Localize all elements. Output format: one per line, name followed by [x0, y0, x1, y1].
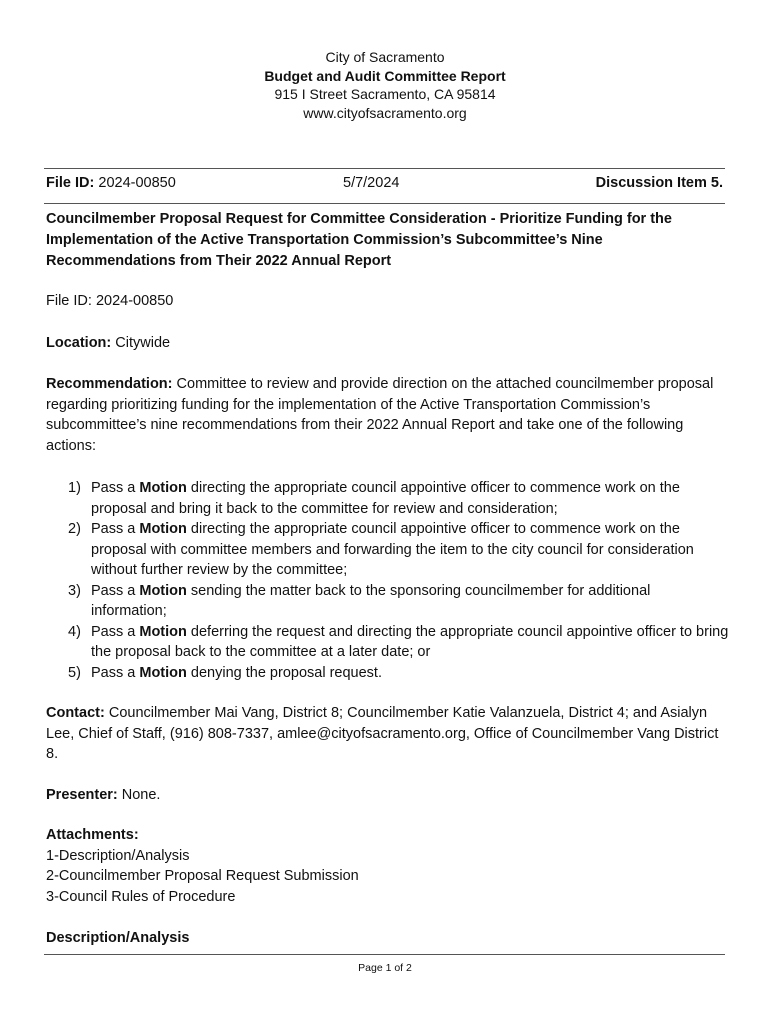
motion-keyword: Motion [139, 582, 187, 599]
city-website: www.cityofsacramento.org [303, 104, 467, 121]
file-id [46, 175, 176, 191]
motion-keyword: Motion [139, 521, 187, 537]
attachment-item: 2-Councilmember Proposal Request Submission [46, 868, 359, 884]
presenter [46, 785, 730, 806]
location-label: Location: [46, 335, 112, 351]
action-prefix: Pass a [91, 480, 136, 496]
report-title: Budget and Audit Committee Report [264, 67, 506, 84]
motion-keyword: Motion [139, 480, 187, 496]
contact [46, 703, 730, 765]
attachment-item: 1-Description/Analysis [46, 847, 190, 864]
action-item [46, 478, 730, 519]
city-address: 915 I Street Sacramento, CA 95814 [274, 86, 496, 102]
action-item [46, 663, 730, 684]
action-text: directing the appropriate council appointive officer to commence work on the proposal and bring it back to the committee for review and consideration; [91, 480, 680, 517]
location [46, 333, 730, 354]
action-prefix: Pass a [91, 582, 136, 599]
file-id-value: 2024-00850 [98, 175, 176, 191]
contact-text: Councilmember Mai Vang, District 8; Councilmember Katie Valanzuela, District 4; and Asialyn Lee, Chief of Staff, (916) 808-7337, amlee@cityofsacramento.org, Office of Councilmember Vang District 8. [46, 705, 719, 762]
report-date: 5/7/2024 [343, 175, 400, 191]
action-number: 5) [68, 664, 81, 681]
file-id-line: File ID: 2024-00850 [46, 293, 174, 309]
discussion-item: Discussion Item 5. [595, 175, 723, 191]
file-info-row [46, 175, 723, 195]
action-number: 2) [68, 521, 81, 537]
action-text: directing the appropriate council appointive officer to commence work on the proposal with committee members and forwarding the item to the city council for consideration without further review by the committee; [91, 521, 694, 578]
attachment-item: 3-Council Rules of Procedure [46, 888, 236, 905]
action-prefix: Pass a [91, 521, 136, 537]
footer-divider [44, 954, 725, 955]
action-text: sending the matter back to the sponsoring councilmember for additional information; [91, 582, 651, 619]
action-text: denying the proposal request. [190, 664, 382, 681]
action-item [46, 581, 730, 622]
page-number: Page 1 of 2 [358, 962, 412, 974]
action-item [46, 519, 730, 581]
recommendation-label: Recommendation: [46, 376, 173, 392]
presenter-value: None. [121, 787, 161, 803]
action-number: 4) [68, 623, 81, 640]
action-prefix: Pass a [91, 664, 136, 681]
file-row-divider [44, 203, 725, 204]
report-header [0, 48, 770, 122]
action-prefix: Pass a [91, 623, 136, 640]
attachments [46, 825, 730, 907]
action-item [46, 622, 730, 663]
action-text: deferring the request and directing the appropriate council appointive officer to bring the proposal back to the committee at a later date; or [91, 623, 729, 660]
presenter-label: Presenter: [46, 787, 118, 803]
contact-label: Contact: [46, 705, 105, 721]
action-list [46, 478, 730, 683]
action-number: 3) [68, 582, 81, 599]
top-divider [44, 168, 725, 169]
section-heading: Description/Analysis [46, 930, 190, 946]
item-title: Councilmember Proposal Request for Committee Consideration - Prioritize Funding for the Implementation of the Active Transportation Commission’s Subcommittee’s Nine Recommendations from Their 2022 Annual Report [46, 211, 672, 269]
attachments-label: Attachments: [46, 827, 139, 843]
motion-keyword: Motion [139, 623, 187, 640]
file-id-label: File ID: [46, 175, 95, 191]
action-number: 1) [68, 480, 81, 496]
motion-keyword: Motion [139, 664, 187, 681]
recommendation [46, 374, 730, 456]
location-value: Citywide [115, 335, 171, 351]
recommendation-text: Committee to review and provide direction on the attached councilmember proposal regarding prioritizing funding for the implementation of the Active Transportation Commission’s subcommittee’s nine recommendations from their 2022 Annual Report and take one of the following actions: [46, 376, 714, 454]
city-name: City of Sacramento [325, 49, 445, 65]
